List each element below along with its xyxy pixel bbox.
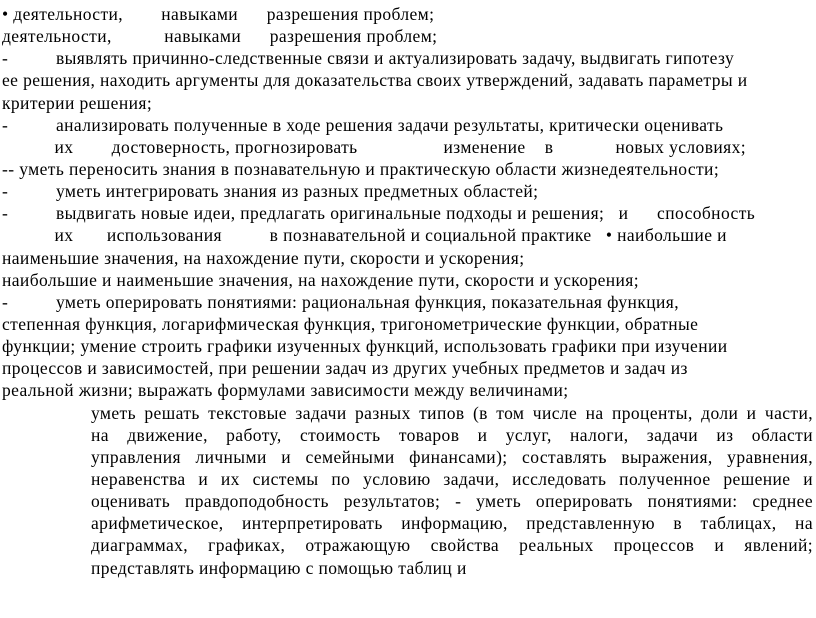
document-line: критерии решения; [2,92,153,113]
document-line: степенная функция, логарифмическая функция, тригонометрические функции, обратные [2,313,699,334]
document-line: • деятельности, навыками разрешения проблем; [2,4,435,24]
document-line: неравенства и их системы по условию задачи, исследовать полученное решение и [91,468,813,489]
document-line: их использования в познавательной и социальной практике • наибольшие и [2,225,727,246]
document-line: -- уметь переносить знания в познавательную и практическую области жизнедеятельности; [2,158,720,179]
document-line: - выдвигать новые идеи, предлагать оригинальные подходы и решения; и способность [2,203,756,224]
document-line: арифметическое, интерпретировать информацию, представленную в таблицах, на [91,513,813,534]
document-line: - анализировать полученные в ходе решения задачи результаты, критически оценивать [2,114,724,135]
document-line: оценивать правдоподобность результатов; - уметь оперировать понятиями: среднее [91,491,813,512]
document-line: ее решения, находить аргументы для доказательства своих утверждений, задавать параметры и [2,70,748,91]
document-line: - уметь интегрировать знания из разных предметных областей; [2,181,539,202]
document-line: наибольшие и наименьшие значения, на нахождение пути, скорости и ускорения; [2,269,640,290]
document-line: диаграммах, графиках, отражающую свойства реальных процессов и явлений; [91,535,813,556]
document-line: функции; умение строить графики изученных функций, использовать графики при изучении [2,336,728,357]
document-line: наименьшие значения, на нахождение пути, скорости и ускорения; [2,247,525,268]
document-line: процессов и зависимостей, при решении задач из других учебных предметов и задач из [2,358,688,379]
document-line: уметь решать текстовые задачи разных типов (в том числе на проценты, доли и части, [91,402,813,423]
document-line: - уметь оперировать понятиями: рациональная функция, показательная функция, [2,291,679,312]
document-line: реальной жизни; выражать формулами зависимости между величинами; [2,380,569,401]
document-line: деятельности, навыками разрешения проблем; [2,26,438,47]
document-line: их достоверность, прогнозировать изменение в новых условиях; [2,136,746,157]
document-line: управления личными и семейными финансами); составлять выражения, уравнения, [91,446,813,467]
document-line: - выявлять причинно-следственные связи и актуализировать задачу, выдвигать гипотезу [2,48,735,69]
document-line: представлять информацию с помощью таблиц и [91,557,467,578]
document-line: на движение, работу, стоимость товаров и услуг, налоги, задачи из области [91,424,813,445]
